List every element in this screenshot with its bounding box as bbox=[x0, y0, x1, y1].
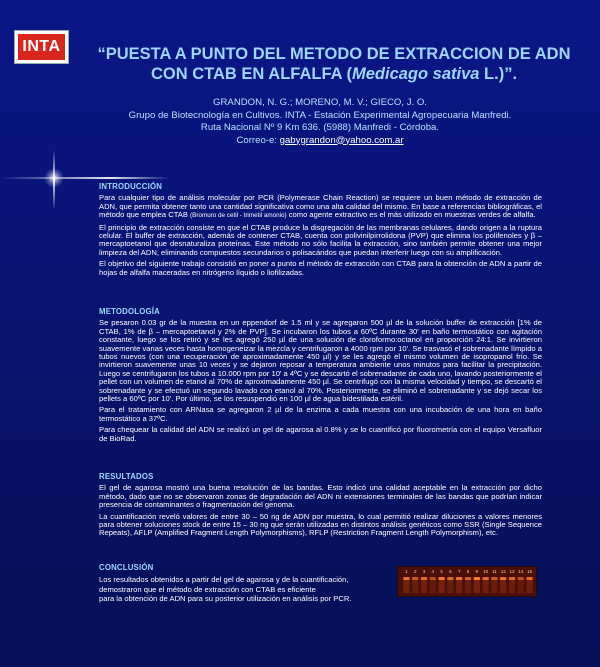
gel-lane-label: 11 bbox=[492, 569, 497, 574]
conclusion-heading: CONCLUSIÓN bbox=[99, 563, 154, 572]
resultados-paragraph-1: El gel de agarosa mostró una buena resolución de las bandas. Esto indicó una calidad aceptable en la extracción por dicho método, dado que no se observaron zonas de degradación del ADN ni extensiones terminales de las bandas que podrían indicar presencia de contaminantes o fragmentación del genoma. bbox=[99, 483, 542, 510]
gel-lane-smear bbox=[465, 581, 471, 593]
gel-lane-label: 6 bbox=[449, 569, 452, 574]
email-link[interactable]: gabygrandon@yahoo.com.ar bbox=[279, 134, 404, 146]
metodologia-paragraph-2: Para el tratamiento con ARNasa se agregaron 2 µl de la enzima a cada muestra con una incubación de una hora en baño termostático a 37ºC. bbox=[99, 405, 542, 423]
gel-lane-smear bbox=[403, 581, 409, 593]
gel-dna-band bbox=[509, 577, 515, 580]
author-block bbox=[60, 97, 580, 147]
gel-lane-smear bbox=[474, 581, 480, 593]
gel-lane-smear bbox=[438, 581, 444, 593]
gel-dna-band bbox=[482, 577, 488, 580]
title-line-1: “PUESTA A PUNTO DEL METODO DE EXTRACCION DE ADN bbox=[97, 45, 571, 63]
gel-lane-smear bbox=[412, 581, 418, 593]
address: Ruta Nacional Nº 9 Km 636. (5988) Manfredi - Córdoba. bbox=[200, 122, 440, 133]
gel-lane-smear bbox=[482, 581, 488, 593]
gel-dna-band bbox=[500, 577, 506, 580]
section-conclusion bbox=[99, 563, 399, 604]
metodologia-paragraph-3: Para chequear la calidad del ADN se realizó un gel de agarosa al 0.8% y se lo cuantificó por fluorometría con el equipo Versafluor de BioRad. bbox=[99, 425, 542, 443]
gel-lane-label: 8 bbox=[466, 569, 470, 574]
agarose-gel-image bbox=[397, 566, 537, 597]
gel-dna-band bbox=[412, 577, 418, 580]
introduccion-heading: INTRODUCCIÓN bbox=[99, 182, 163, 191]
gel-lane-label: 9 bbox=[475, 569, 479, 574]
gel-lane-label: 4 bbox=[431, 569, 435, 574]
gel-lane-smear bbox=[509, 581, 515, 593]
gel-dna-band bbox=[474, 577, 480, 580]
gel-lane-label: 12 bbox=[500, 569, 506, 574]
gel-dna-band bbox=[518, 577, 524, 580]
introduccion-paragraph-2: El principio de extracción consiste en que el CTAB produce la disgregación de las membranas celulares, dando origen a la ruptura celular. El buffer de extracción, además de contener CTAB, cuenta con polivinilpirrolidona (PVP) que elimina los polifenoles y β – mercaptoetanol que desnaturaliza proteínas. Este método no sólo facilita la extracción, sino también permite obtener una mejor limpieza del ADN, eliminando compuestos secundarios o polisacáridos que puedan interferir luego con su amplificación. bbox=[99, 222, 542, 257]
gel-lane-smear bbox=[518, 581, 524, 593]
section-resultados bbox=[99, 473, 542, 541]
inta-logo-text: INTA bbox=[18, 34, 65, 60]
resultados-heading: RESULTADOS bbox=[99, 472, 154, 481]
title-line-2-post: L.)”. bbox=[479, 65, 518, 83]
email-label: Correo-e: bbox=[236, 134, 280, 146]
gel-dna-band bbox=[526, 577, 532, 580]
conclusion-line-2: demostraron que el método de extracción con CTAB es eficiente bbox=[99, 584, 316, 594]
gel-dna-band bbox=[447, 577, 453, 580]
gel-lane-smear bbox=[430, 581, 436, 593]
title-line-2 bbox=[74, 64, 594, 84]
gel-lane-smear bbox=[456, 581, 462, 593]
gel-lane-label: 15 bbox=[527, 569, 533, 574]
authors: GRANDON, N. G.; MORENO, M. V.; GIECO, J. O. bbox=[213, 97, 427, 108]
gel-dna-band bbox=[430, 577, 436, 580]
metodologia-paragraph-1: Se pesaron 0.03 gr de la muestra en un eppendorf de 1.5 ml y se agregaron 500 µl de la solución buffer de extracción [1% de CTAB, 1% de β – mercaptoetanol y 2% de PVP]. Se incubaron los tubos a 60ºC durante 30' en baño termostático con agitación constante, luego se los retiró y se les agregó 250 µl de una solución de cloroformo:octanol en proporción 24:1. Se invirtieron suavemente varias veces hasta homogeneizar la mezcla y centrifugaron a 4000 rpm por 10'. Se trasvasó el sobrenadante límpido a tubos nuevos (con una recuperación de aproximadamente 450 µl) y se les agregó el mismo volumen de isopropanol frío. Se invirtieron suavemente unas 10 veces y se dejaron reposar a temperatura ambiente unos minutos para facilitar la precipitación. Luego se centrifugaron los tubos a 10.000 rpm por 10' a 4ºC y se descartó el sobrenadante de cada uno, lavando posteriormente el pellet con un volumen de etanol al 70% de aproximadamente 450 µl. Se centrifugó con la misma velocidad y tiempo, se descartó el sobrenadante y se efectuó un segundo lavado con etanol al 70%. Posteriormente, se eliminó el sobrenadante y se dejó secar los pellets a 60ºC por 10'. Por último, se los resuspendió en 100 µl de agua bidestilada estéril. bbox=[99, 318, 542, 404]
light-flare-horizontal bbox=[0, 177, 170, 179]
introduccion-paragraph-1 bbox=[99, 194, 542, 220]
gel-lane-label: 13 bbox=[509, 569, 515, 574]
gel-lane-smear bbox=[421, 581, 427, 593]
gel-lane-smear bbox=[526, 581, 532, 593]
metodologia-heading: METODOLOGÍA bbox=[99, 307, 160, 316]
inta-logo bbox=[14, 30, 69, 64]
introduccion-p1-b: como agente extractivo es el más utilizado en muestras verdes de alfalfa. bbox=[286, 210, 536, 220]
gel-dna-band bbox=[421, 577, 427, 580]
gel-lane-label: 1 bbox=[405, 569, 408, 574]
section-metodologia bbox=[99, 308, 542, 446]
introduccion-p1-a: Para cualquier tipo de análisis molecular por PCR (Polymerase Chain Reaction) se requiere un buen método de extracción de ADN, que permita obtener tanto una cantidad significativa como una alta calidad del mismo. En base a referencias bibliográficas, el método que emplea CTAB bbox=[99, 193, 542, 220]
species-name: Medicago sativa bbox=[352, 65, 480, 83]
gel-lane-label: 14 bbox=[518, 569, 524, 574]
ctab-definition: (Bromuro de cetil - trimetil amonio) bbox=[190, 212, 287, 220]
gel-dna-band bbox=[403, 577, 409, 580]
gel-lane-smear bbox=[500, 581, 506, 593]
affiliation: Grupo de Biotecnología en Cultivos. INTA - Estación Experimental Agropecuaria Manfredi. bbox=[128, 109, 512, 121]
gel-lanes bbox=[398, 567, 537, 597]
gel-lane-label: 7 bbox=[457, 569, 461, 574]
resultados-paragraph-2: La cuantificación reveló valores de entre 30 – 50 ng de ADN por muestra, lo cual permitió realizar diluciones a valores menores para obtener soluciones stock de entre 15 – 30 ng que serán utilizadas en distintos análisis genéticos como SSR (Single Sequence Repeats), AFLP (Amplified Fragment Length Polymorphisms), RFLP (Restriction Fragment Length Polymorphism), etc. bbox=[99, 511, 542, 538]
light-flare-core bbox=[44, 168, 64, 188]
title-line-2-pre: CON CTAB EN ALFALFA ( bbox=[150, 65, 352, 83]
conclusion-line-1: Los resultados obtenidos a partir del gel de agarosa y de la cuantificación, bbox=[99, 575, 349, 585]
gel-dna-band bbox=[465, 577, 471, 580]
email-line bbox=[60, 135, 580, 148]
introduccion-paragraph-3: El objetivo del siguiente trabajo consistió en poner a punto el método de extracción con CTAB para la obtención de ADN a partir de hojas de alfalfa maceradas en nitrógeno líquido o liofilizadas. bbox=[99, 259, 542, 277]
gel-lane-label: 5 bbox=[440, 569, 443, 574]
conclusion-line-3: para la obtención de ADN para su posterior utilización en análisis por PCR. bbox=[99, 594, 352, 604]
gel-dna-band bbox=[438, 577, 444, 580]
gel-lane-label: 2 bbox=[413, 569, 417, 574]
gel-dna-band bbox=[456, 577, 462, 580]
section-introduccion bbox=[99, 183, 542, 280]
gel-dna-band bbox=[491, 577, 497, 580]
gel-lane-label: 3 bbox=[422, 569, 426, 574]
poster-title bbox=[74, 44, 594, 84]
gel-lane-smear bbox=[491, 581, 497, 593]
gel-lane-smear bbox=[447, 581, 453, 593]
gel-lane-label: 10 bbox=[483, 569, 489, 574]
